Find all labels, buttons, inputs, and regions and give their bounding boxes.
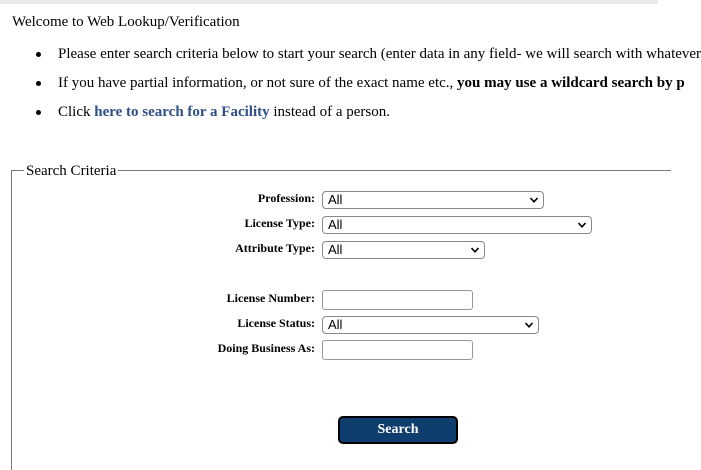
license-number-input[interactable] <box>322 290 473 310</box>
license-number-label: License Number: <box>226 291 315 305</box>
chevron-down-icon <box>470 245 480 255</box>
instructions-list <box>0 44 701 131</box>
license-type-select[interactable] <box>322 216 592 234</box>
instruction-emphasis: you may use a wildcard search by p <box>457 75 685 91</box>
profession-select[interactable] <box>322 191 544 209</box>
instruction-text: Please enter search criteria below to start your search (enter data in any field- we will search with whatever <box>58 46 701 62</box>
license-status-select[interactable] <box>322 316 539 334</box>
attribute-type-select[interactable] <box>322 241 485 259</box>
chevron-down-icon <box>524 320 534 330</box>
profession-label: Profession: <box>257 191 315 205</box>
attribute-type-label: Attribute Type: <box>235 241 315 255</box>
bullet-dot-icon <box>36 52 41 57</box>
instruction-item <box>0 73 685 102</box>
instruction-item <box>0 44 701 73</box>
chevron-down-icon <box>577 220 587 230</box>
instruction-item <box>0 102 658 131</box>
search-criteria-legend: Search Criteria <box>26 163 117 179</box>
license-type-label: License Type: <box>244 216 315 230</box>
instruction-text: Click <box>58 104 95 120</box>
bullet-dot-icon <box>36 110 41 115</box>
doing-business-as-label: Doing Business As: <box>217 341 315 355</box>
chevron-down-icon <box>529 195 539 205</box>
welcome-heading: Welcome to Web Lookup/Verification <box>12 14 240 30</box>
license-type-select-value: All <box>328 217 343 232</box>
instruction-text: If you have partial information, or not sure of the exact name etc., <box>58 75 458 91</box>
top-strip <box>0 0 658 4</box>
attribute-type-select-value: All <box>328 242 343 257</box>
bullet-dot-icon <box>36 81 41 86</box>
license-status-label: License Status: <box>237 316 315 330</box>
license-status-select-value: All <box>328 317 343 332</box>
doing-business-as-input[interactable] <box>322 340 473 360</box>
instruction-text: instead of a person. <box>269 104 391 120</box>
search-button[interactable]: Search <box>338 416 458 444</box>
profession-select-value: All <box>328 192 343 207</box>
facility-search-link[interactable]: here to search for a Facility <box>94 104 270 120</box>
